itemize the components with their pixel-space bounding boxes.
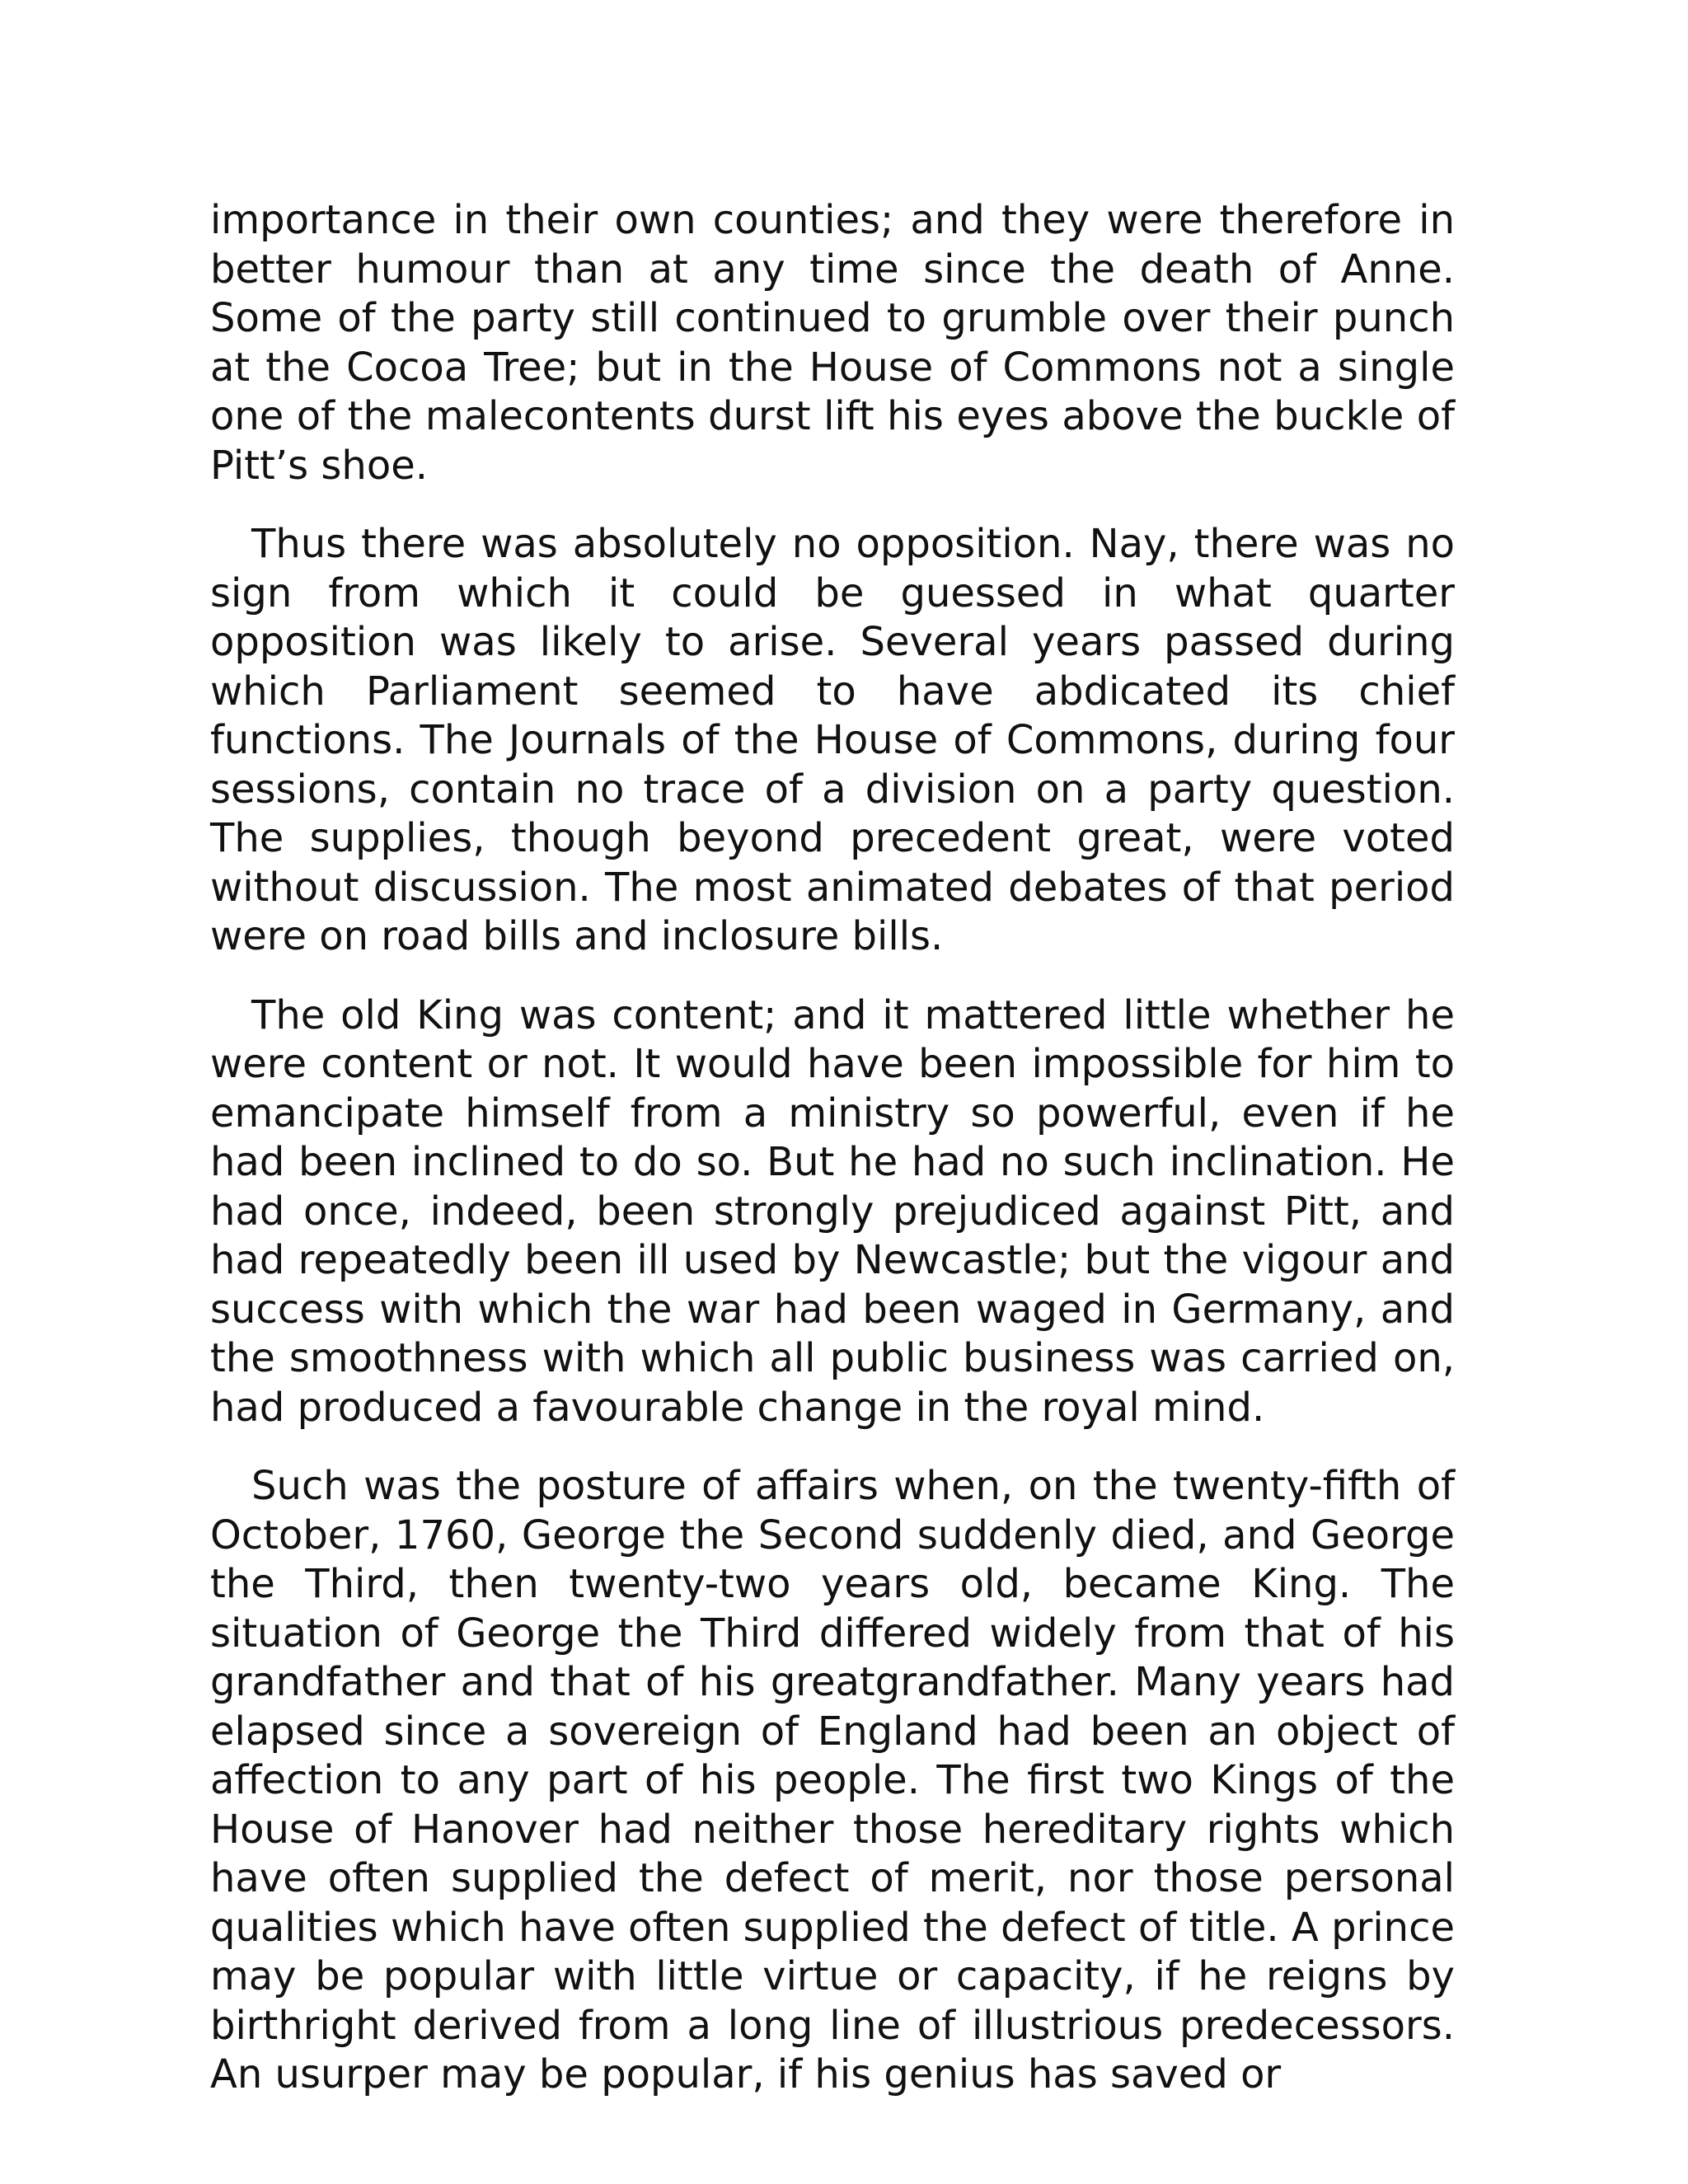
page-body xyxy=(210,196,1455,2130)
paragraph-4: Such was the posture of affairs when, on the twenty-fifth of October, 1760, George the Second suddenly died, and George the Third, then twenty-two years old, became King. The situation of George the Third differed widely from that of his grandfather and that of his greatgrandfather. Many years had elapsed since a sovereign of England had been an object of affection to any part of his people. The first two Kings of the House of Hanover had neither those hereditary rights which have often supplied the defect of merit, nor those personal qualities which have often supplied the defect of title. A prince may be popular with little virtue or capacity, if he reigns by birthright derived from a long line of illustrious predecessors. An usurper may be popular, if his genius has saved or xyxy=(210,1463,1455,2097)
paragraph-3: The old King was content; and it mattered little whether he were content or not. It would have been impossible for him to emancipate himself from a ministry so powerful, even if he had been inclined to do so. But he had no such inclination. He had once, indeed, been strongly prejudiced against Pitt, and had repeatedly been ill used by Newcastle; but the vigour and success with which the war had been waged in Germany, and the smoothness with which all public business was carried on, had produced a favourable change in the royal mind. xyxy=(210,991,1455,1431)
paragraph-2: Thus there was absolutely no opposition. Nay, there was no sign from which it could be guessed in what quarter opposition was likely to arise. Several years passed during which Parliament seemed to have abdicated its chief functions. The Journals of the House of Commons, during four sessions, contain no trace of a division on a party question. The supplies, though beyond precedent great, were voted without discussion. The most animated debates of that period were on road bills and inclosure bills. xyxy=(210,521,1455,959)
paragraph-1: importance in their own counties; and they were therefore in better humour than at any time since the death of Anne. Some of the party still continued to grumble over their punch at the Cocoa Tree; but in the House of Commons not a single one of the malecontents durst lift his eyes above the buckle of Pitt’s shoe. xyxy=(210,197,1455,489)
